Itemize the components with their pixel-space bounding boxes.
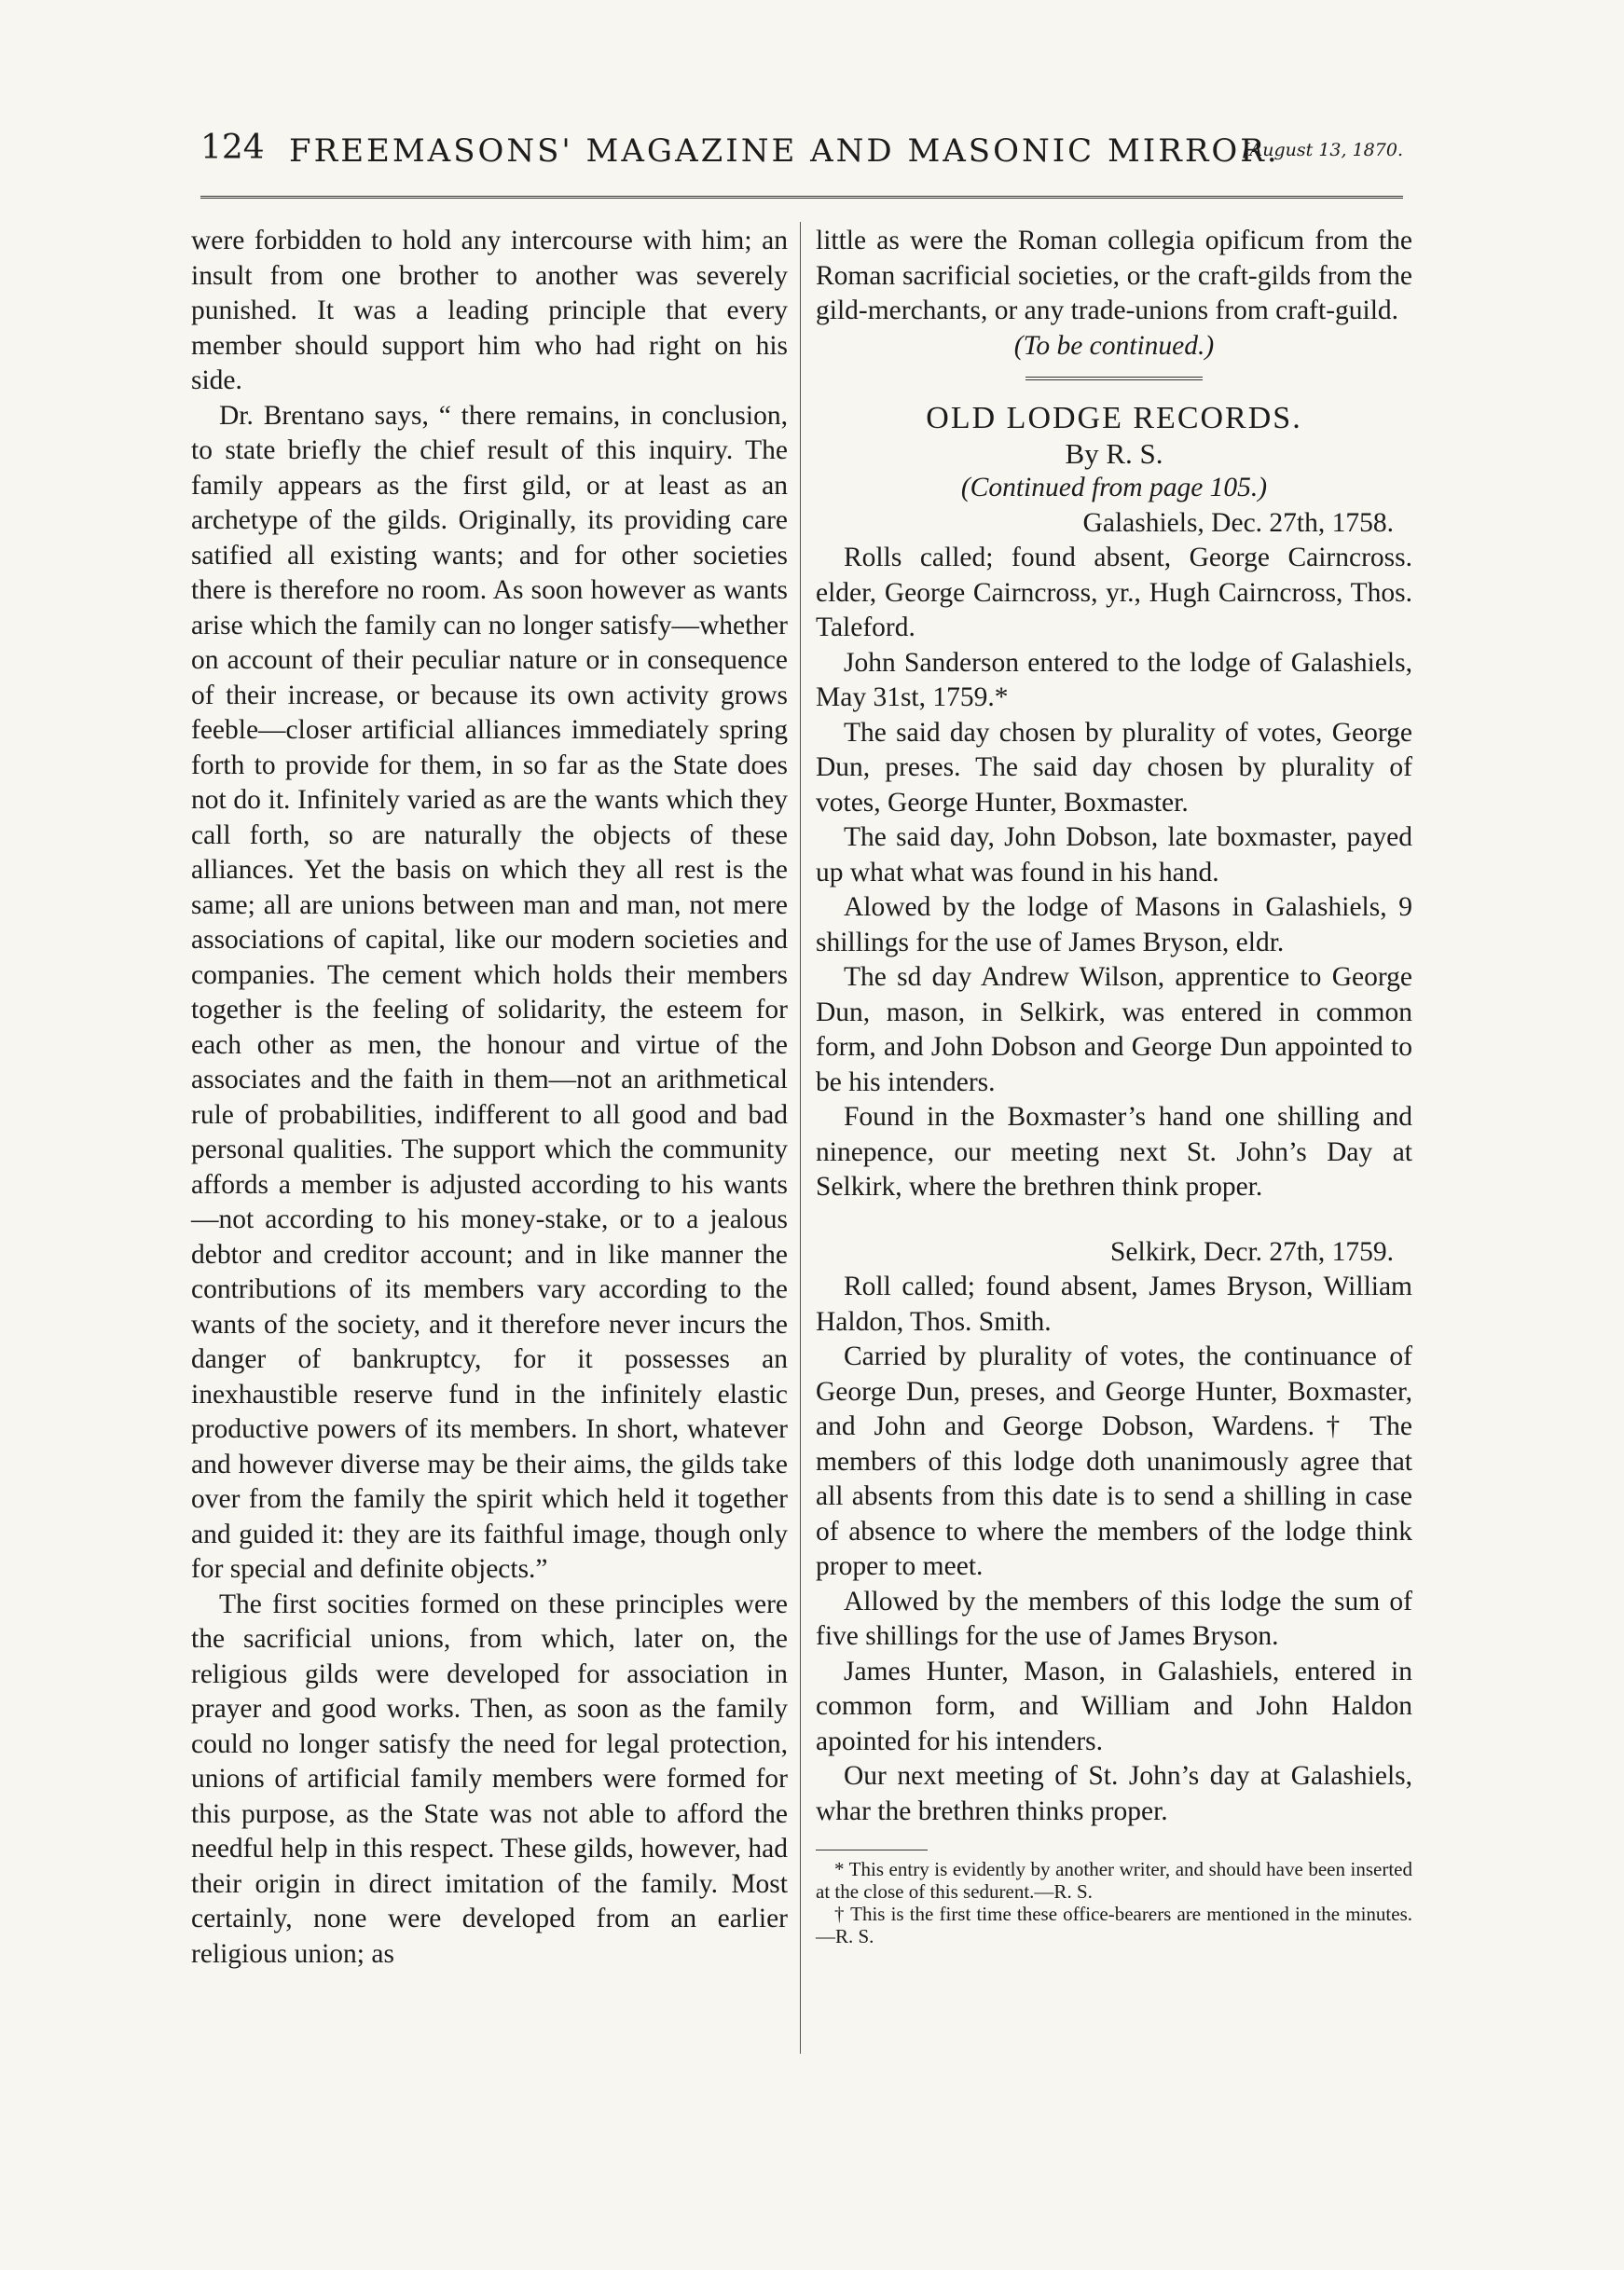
footnote: * This entry is evidently by another writer, and should have been inserted at the close of this sedurent.—R. S. (816, 1858, 1412, 1903)
paragraph: The said day, John Dobson, late boxmaster, payed up what what was found in his hand. (816, 822, 1412, 887)
to-be-continued: (To be continued.) (1013, 330, 1215, 361)
paragraph: The first socities formed on these principles were the sacrificial unions, from which, later on, the religious gilds were developed for association in prayer and good works. Then, as soon as the family could no longer satisfy the need for legal protection, unions of artificial family members were formed for this purpose, as the State was not able to afford the needful help in this respect. These gilds, however, had their origin in direct imitation of the family. Most certainly, none were developed from an earlier religious union; as (191, 1589, 788, 1969)
header-rule (200, 196, 1403, 199)
continued-from: (Continued from page 105.) (960, 473, 1268, 502)
magazine-title: FREEMASONS' MAGAZINE AND MASONIC MIRROR. (289, 132, 1280, 170)
paragraph: Found in the Boxmaster’s hand one shilling and ninepence, our meeting next St. John’s Day at Selkirk, where the brethren think proper. (816, 1102, 1412, 1202)
paragraph: were forbidden to hold any intercourse with him; an insult from one brother to another was severely punished. It was a leading principle that every member should support him who had right on his side. (191, 226, 788, 395)
paragraph: Our next meeting of St. John’s day at Galashiels, whar the brethren thinks proper. (816, 1761, 1412, 1826)
column-divider (800, 222, 801, 2054)
issue-date: [August 13, 1870. (1243, 140, 1403, 160)
paragraph: Dr. Brentano says, “ there remains, in conclusion, to state briefly the chief result of this inquiry. The family appears as the first gild, or at least as an archetype of the gilds. Originally, its providing care satified all existing wants; and for other societies there is therefore no room. As soon however as wants arise which the family can no longer satisfy—whether on account of their peculiar nature or in consequence of their increase, or because its own activity grows feeble—closer artificial alliances immediately spring forth to provide for them, in so far as the State does not do it. Infinitely varied as are the wants which they call forth, so are naturally the objects of these alliances. Yet the basis on which they all rest is the same; all are unions between man and man, not mere associations of capital, like our modern societies and companies. The cement which holds their members together is the feeling of solidarity, the esteem for each other as men, the honour and virtue of the associates and the faith in them—not an arithmetical rule of probabilities, indifferent to all good and bad personal qualities. The support which the community affords a member is adjusted according to his wants—not according to his money-stake, or to a jealous debtor and creditor account; and in like manner the contributions of its members vary according to the wants of the society, and it therefore never incurs the danger of bankruptcy, for it possesses an inexhaustible reserve fund in the infinitely elastic productive powers of its members. In short, whatever and however diverse may be their aims, the gilds take over from the family the spirit which held it together and guided it: they are its faithful image, though only for special and definite objects.” (191, 400, 788, 1584)
page-number: 124 (200, 129, 265, 167)
paragraph: Rolls called; found absent, George Cairncross. elder, George Cairncross, yr., Hugh Cairncross, Thos. Taleford. (816, 543, 1412, 642)
article-byline: By R. S. (1065, 436, 1163, 470)
paragraph: little as were the Roman collegia opificum from the Roman sacrificial societies, or the craft-gilds from the gild-merchants, or any trade-unions from craft-guild. (816, 226, 1412, 325)
entry-place-date: Selkirk, Decr. 27th, 1759. (1110, 1236, 1394, 1267)
paragraph: Carried by plurality of votes, the continuance of George Dun, preses, and George Hunter, Boxmaster, and John and George Dobson, Wardens.† The members of this lodge doth unanimously agree that all absents from this date is to send a shilling in case of absence to where the members of the lodge think proper to meet. (816, 1341, 1412, 1581)
paragraph: The sd day Andrew Wilson, apprentice to George Dun, mason, in Selkirk, was entered in common form, and John Dobson and George Dun appointed to be his intenders. (816, 962, 1412, 1097)
paragraph: Allowed by the members of this lodge the sum of five shillings for the use of James Bryson. (816, 1586, 1412, 1651)
entry-place-date: Galashiels, Dec. 27th, 1758. (1082, 507, 1394, 538)
paragraph: The said day chosen by plurality of votes, George Dun, preses. The said day chosen by plurality of votes, George Hunter, Boxmaster. (816, 717, 1412, 818)
left-column (191, 224, 788, 1972)
paragraph: Roll called; found absent, James Bryson, William Haldon, Thos. Smith. (816, 1272, 1412, 1337)
page-header (200, 129, 1403, 185)
section-divider (1025, 377, 1203, 380)
right-column (816, 224, 1412, 1947)
paragraph: James Hunter, Mason, in Galashiels, entered in common form, and William and John Haldon apointed for his intenders. (816, 1656, 1412, 1756)
paragraph: Alowed by the lodge of Masons in Galashiels, 9 shillings for the use of James Bryson, eldr. (816, 892, 1412, 957)
footnote: † This is the first time these office-bearers are mentioned in the minutes.—R. S. (816, 1903, 1412, 1947)
paragraph: John Sanderson entered to the lodge of Galashiels, May 31st, 1759.* (816, 647, 1412, 712)
article-title: OLD LODGE RECORDS. (926, 401, 1302, 435)
